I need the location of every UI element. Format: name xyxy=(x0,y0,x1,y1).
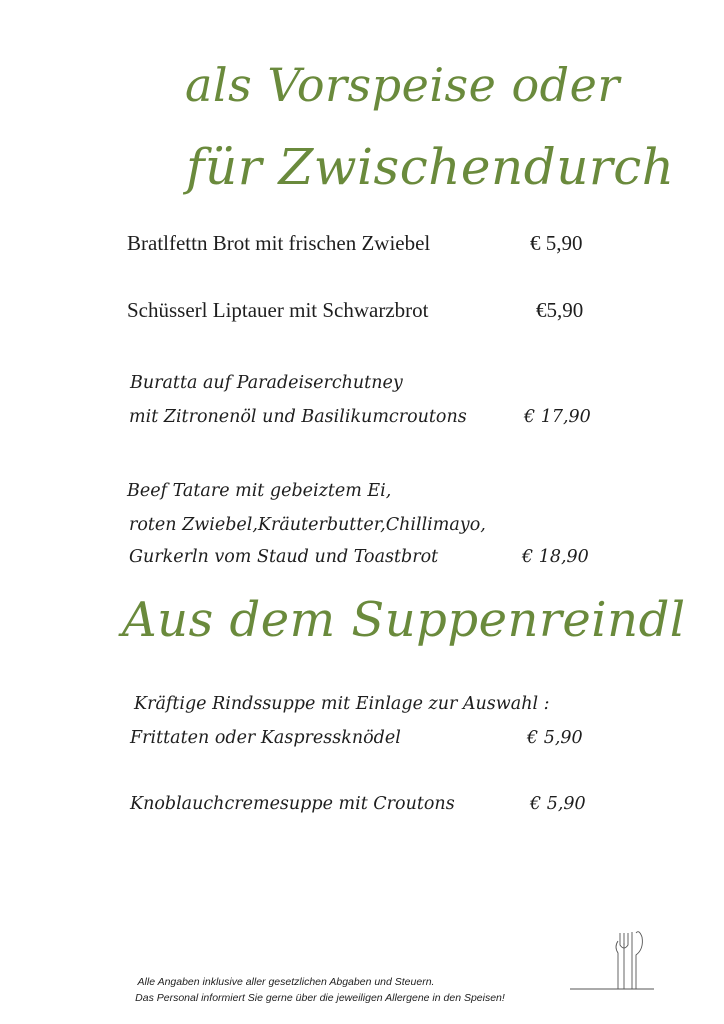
menu-item-buratta-line2: mit Zitronenöl und Basilikumcroutons xyxy=(129,407,467,427)
cutlery-logo-icon xyxy=(570,925,656,999)
section-title-vorspeise-line2: für Zwischendurch xyxy=(186,138,675,196)
menu-item-tatare-line1: Beef Tatare mit gebeiztem Ei, xyxy=(127,481,392,501)
section-title-vorspeise-line1: als Vorspeise oder xyxy=(185,58,620,112)
footer-allergen-note: Das Personal informiert Sie gerne über die jeweiligen Allergene in den Speisen! xyxy=(135,992,505,1004)
menu-item-tatare-line3: Gurkerln vom Staud und Toastbrot xyxy=(129,547,439,567)
menu-item-knoblauchsuppe-price: € 5,90 xyxy=(530,794,586,814)
menu-item-buratta-line1: Buratta auf Paradeiserchutney xyxy=(130,373,403,393)
menu-item-rindssuppe-line1: Kräftige Rindssuppe mit Einlage zur Auswahl : xyxy=(134,694,550,714)
menu-item-tatare-price: € 18,90 xyxy=(522,547,589,567)
menu-item-bratlfettn-name: Bratlfettn Brot mit frischen Zwiebel xyxy=(127,231,431,255)
menu-item-liptauer-name: Schüsserl Liptauer mit Schwarzbrot xyxy=(127,298,429,322)
menu-item-tatare-line2: roten Zwiebel,Kräuterbutter,Chillimayo, xyxy=(129,515,486,535)
menu-item-rindssuppe-price: € 5,90 xyxy=(527,728,583,748)
menu-item-buratta-price: € 17,90 xyxy=(524,407,591,427)
menu-item-liptauer-price: €5,90 xyxy=(536,298,584,322)
menu-item-rindssuppe-line2: Frittaten oder Kaspressknödel xyxy=(130,728,401,748)
menu-item-bratlfettn-price: € 5,90 xyxy=(530,231,583,255)
menu-item-knoblauchsuppe-name: Knoblauchcremesuppe mit Croutons xyxy=(130,794,455,814)
footer-prices-note: Alle Angaben inklusive aller gesetzlichen Abgaben und Steuern. xyxy=(137,976,435,988)
section-title-suppen: Aus dem Suppenreindl xyxy=(122,592,686,648)
